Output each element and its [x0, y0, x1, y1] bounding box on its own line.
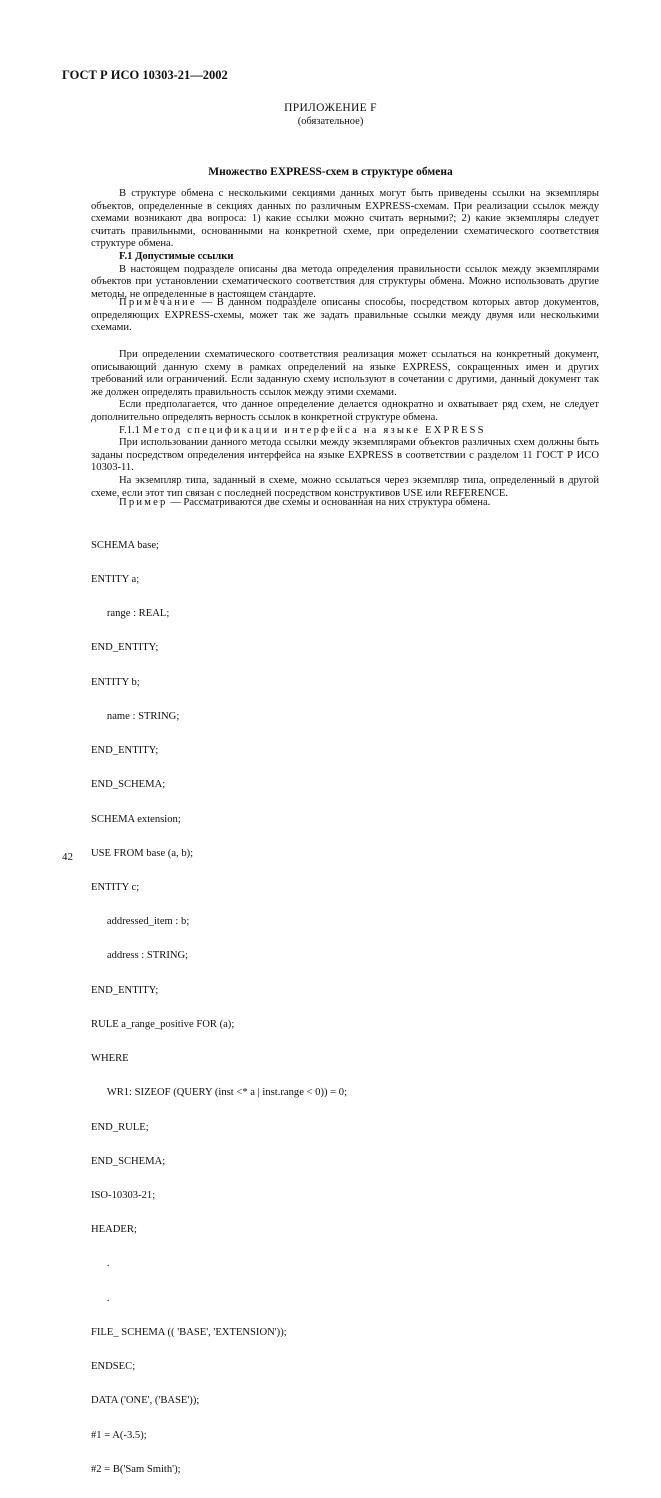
- code-line: ENTITY b;: [91, 676, 140, 688]
- conformance-paragraph: При определении схематического соответствия реализация может ссылаться на конкретный документ, описывающий данную схему в рамках определений на языке EXPRESS, сокращенных имен и других требований или ограничений. Если заданную схему используют в сочетании с другими, данный документ так же должен определять правильность ссылок между этими схемами.: [91, 349, 599, 398]
- code-line: ENTITY c;: [91, 882, 140, 893]
- code-line: range : REAL;: [91, 608, 170, 620]
- f11-title: Метод спецификации интерфейса на языке EXPRESS: [142, 424, 486, 436]
- code-line: WR1: SIZEOF (QUERY (inst <* a | inst.range < 0)) = 0;: [91, 1087, 348, 1099]
- note-text: — В данном подразделе описаны способы, посредством которых автор документов, определяющих EXPRESS-схемы, может так же задать правильные ссылки между двумя или несколькими схемами.: [91, 297, 599, 334]
- code-line: ENTITY a;: [91, 574, 140, 586]
- express-code-listing: [91, 517, 347, 1498]
- method-paragraph: При использовании данного метода ссылки между экземплярами объектов различных схем должны быть заданы посредством определения интерфейса на языке EXPRESS в соответствии с разделом 11 ГОСТ Р ИСО 10303-11.: [91, 437, 599, 474]
- f1-heading: F.1 Допустимые ссылки: [119, 250, 234, 262]
- conformance-block: [91, 349, 599, 500]
- code-line: FILE_ SCHEMA (( 'BASE', 'EXTENSION'));: [91, 1326, 287, 1338]
- intro-paragraph: В структуре обмена с несколькими секциями данных могут быть приведены ссылки на экземпляры объектов, определенные в секциях данных по различным EXPRESS-схемам. При реализации ссылок между схемами возникают два вопроса: 1) какие ссылки можно считать верными?; 2) какие экземпляры следует считать правильными, основанными на конкретной схеме, при определении схематического соответствия структуре обмена.: [91, 188, 599, 250]
- assume-paragraph: Если предполагается, что данное определение делается однократно и охватывает ряд схем, не следует дополнительно определять верность ссылок в конкретной структуре обмена.: [91, 399, 599, 423]
- body-text-block: [91, 188, 599, 301]
- code-line: HEADER;: [91, 1224, 137, 1236]
- code-line: ISO-10303-21;: [91, 1189, 156, 1201]
- note-label: Примечание: [119, 297, 197, 308]
- page-number: 42: [62, 851, 73, 863]
- f11-heading: [91, 425, 599, 438]
- note-paragraph: [91, 297, 599, 335]
- code-line: address : STRING;: [91, 950, 189, 962]
- f11-number: F.1.1: [119, 424, 140, 436]
- f1-paragraph: В настоящем подразделе описаны два метода определения правильности ссылок между экземплярами объектов при установлении схематического соответствия для структуры обмена. Можно использовать другие методы, не определенные в настоящем стандарте.: [91, 263, 599, 300]
- standard-header: ГОСТ Р ИСО 10303-21—2002: [62, 68, 228, 82]
- code-line: END_ENTITY;: [91, 984, 159, 996]
- code-line: USE FROM base (a, b);: [91, 847, 194, 859]
- code-line: END_RULE;: [91, 1121, 149, 1133]
- code-line: SCHEMA base;: [91, 539, 159, 551]
- example-block: [91, 497, 599, 510]
- annex-title: ПРИЛОЖЕНИЕ F: [284, 102, 377, 114]
- note-block: [91, 297, 599, 335]
- code-line: .: [91, 1258, 110, 1270]
- code-line: END_ENTITY;: [91, 745, 159, 757]
- code-line: name : STRING;: [91, 710, 180, 722]
- code-line: RULE a_range_positive FOR (a);: [91, 1018, 235, 1030]
- example-label: Пример: [119, 497, 168, 508]
- section-title: Множество EXPRESS-схем в структуре обмена: [208, 166, 453, 178]
- code-line: SCHEMA extension;: [91, 813, 181, 825]
- code-line: #1 = A(-3.5);: [91, 1429, 147, 1441]
- annex-subtitle: (обязательное): [297, 116, 364, 127]
- code-line: END_ENTITY;: [91, 642, 159, 654]
- code-line: DATA ('ONE', ('BASE'));: [91, 1395, 200, 1407]
- code-line: .: [91, 1292, 110, 1304]
- code-line: addressed_item : b;: [91, 916, 190, 928]
- code-line: END_SCHEMA;: [91, 1155, 166, 1167]
- code-line: END_SCHEMA;: [91, 779, 166, 791]
- example-text: — Рассматриваются две схемы и основанная на них структура обмена.: [170, 497, 491, 508]
- example-paragraph: [91, 497, 599, 510]
- code-line: WHERE: [91, 1053, 129, 1065]
- instance-paragraph: На экземпляр типа, заданный в схеме, можно ссылаться через экземпляр типа, определенный в другой схеме, если этот тип связан с последней посредством конструктивов USE или REFERENCE.: [91, 474, 599, 499]
- code-line: ENDSEC;: [91, 1361, 136, 1373]
- code-line: #2 = B('Sam Smith');: [91, 1463, 181, 1475]
